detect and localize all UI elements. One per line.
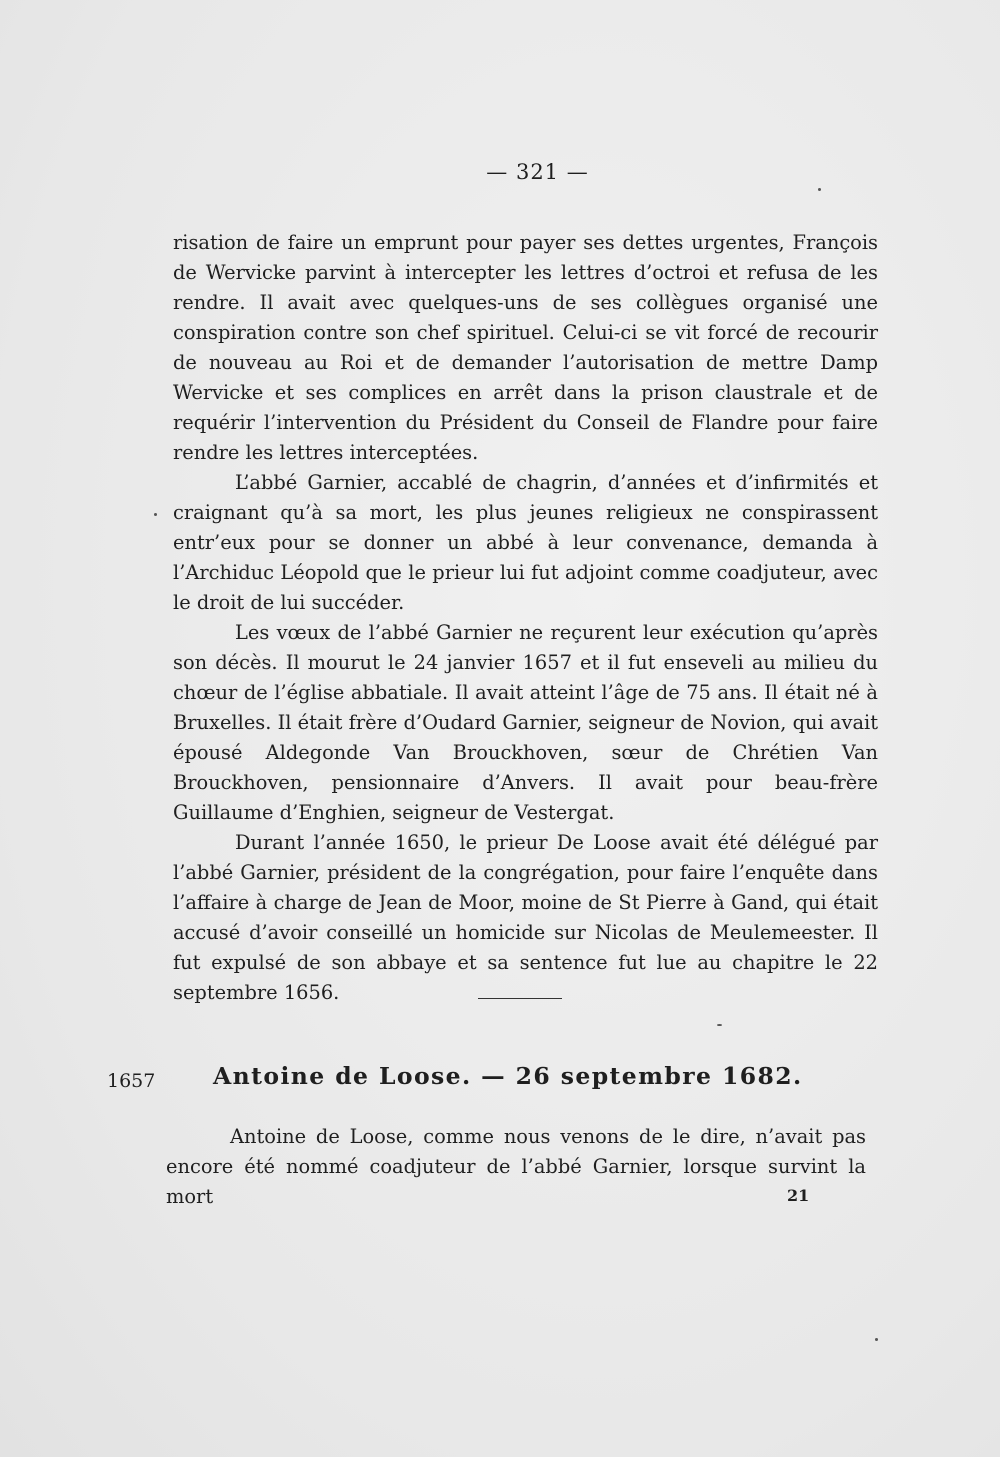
section-paragraph: Antoine de Loose, comme nous venons de le dire, n’avait pas encore été nommé coadjuteur de l’abbé Garnier, lorsque survint la mort xyxy=(166,1125,866,1208)
paragraph-2: L’abbé Garnier, accablé de chagrin, d’années et d’infirmités et craignant qu’à sa mort, les plus jeunes religieux ne conspirassent entr’eux pour se donner un abbé à leur convenance, demanda à l’Archiduc Léopold que le prieur lui fut adjoint comme coadjuteur, avec le droit de lui succéder. xyxy=(173,471,878,614)
section-divider xyxy=(478,998,562,999)
page-number: — 321 — xyxy=(486,160,589,184)
section-heading: Antoine de Loose. — 26 septembre 1682. xyxy=(213,1062,803,1090)
margin-year: 1657 xyxy=(107,1070,156,1092)
scan-speck xyxy=(717,1024,722,1026)
paragraph-3: Les vœux de l’abbé Garnier ne reçurent leur exécution qu’après son décès. Il mourut le 24 janvier 1657 et il fut enseveli au milieu du chœur de l’église abbatiale. Il avait atteint l’âge de 75 ans. Il était né à Bruxelles. Il était frère d’Oudard Garnier, seigneur de Novion, qui avait épousé Aldegonde Van Brouckhoven, sœur de Chrétien Van Brouckhoven, pensionnaire d’Anvers. Il avait pour beau-frère Guillaume d’Enghien, seigneur de Vestergat. xyxy=(173,621,878,824)
signature-mark: 21 xyxy=(787,1186,810,1205)
paragraph-1: risation de faire un emprunt pour payer ses dettes urgentes, François de Wervicke parvint à intercepter les lettres d’octroi et refusa de les rendre. Il avait avec quelques-uns de ses collègues organisé une conspiration contre son chef spirituel. Celui-ci se vit forcé de recourir de nouveau au Roi et de demander l’autorisation de mettre Damp Wervicke et ses complices en arrêt dans la prison claustrale et de requérir l’intervention du Président du Conseil de Flandre pour faire rendre les lettres interceptées. xyxy=(173,231,878,464)
scan-speck xyxy=(154,513,157,516)
paragraph-4: Durant l’année 1650, le prieur De Loose avait été délégué par l’abbé Garnier, président de la congrégation, pour faire l’enquête dans l’affaire à charge de Jean de Moor, moine de St Pierre à Gand, qui était accusé d’avoir conseillé un homicide sur Nicolas de Meulemeester. Il fut expulsé de son abbaye et sa sentence fut lue au chapitre le 22 septembre 1656. xyxy=(173,831,878,1004)
main-text xyxy=(173,228,878,1008)
scan-speck xyxy=(875,1338,878,1341)
scan-speck xyxy=(818,188,821,191)
section-text xyxy=(166,1122,866,1212)
